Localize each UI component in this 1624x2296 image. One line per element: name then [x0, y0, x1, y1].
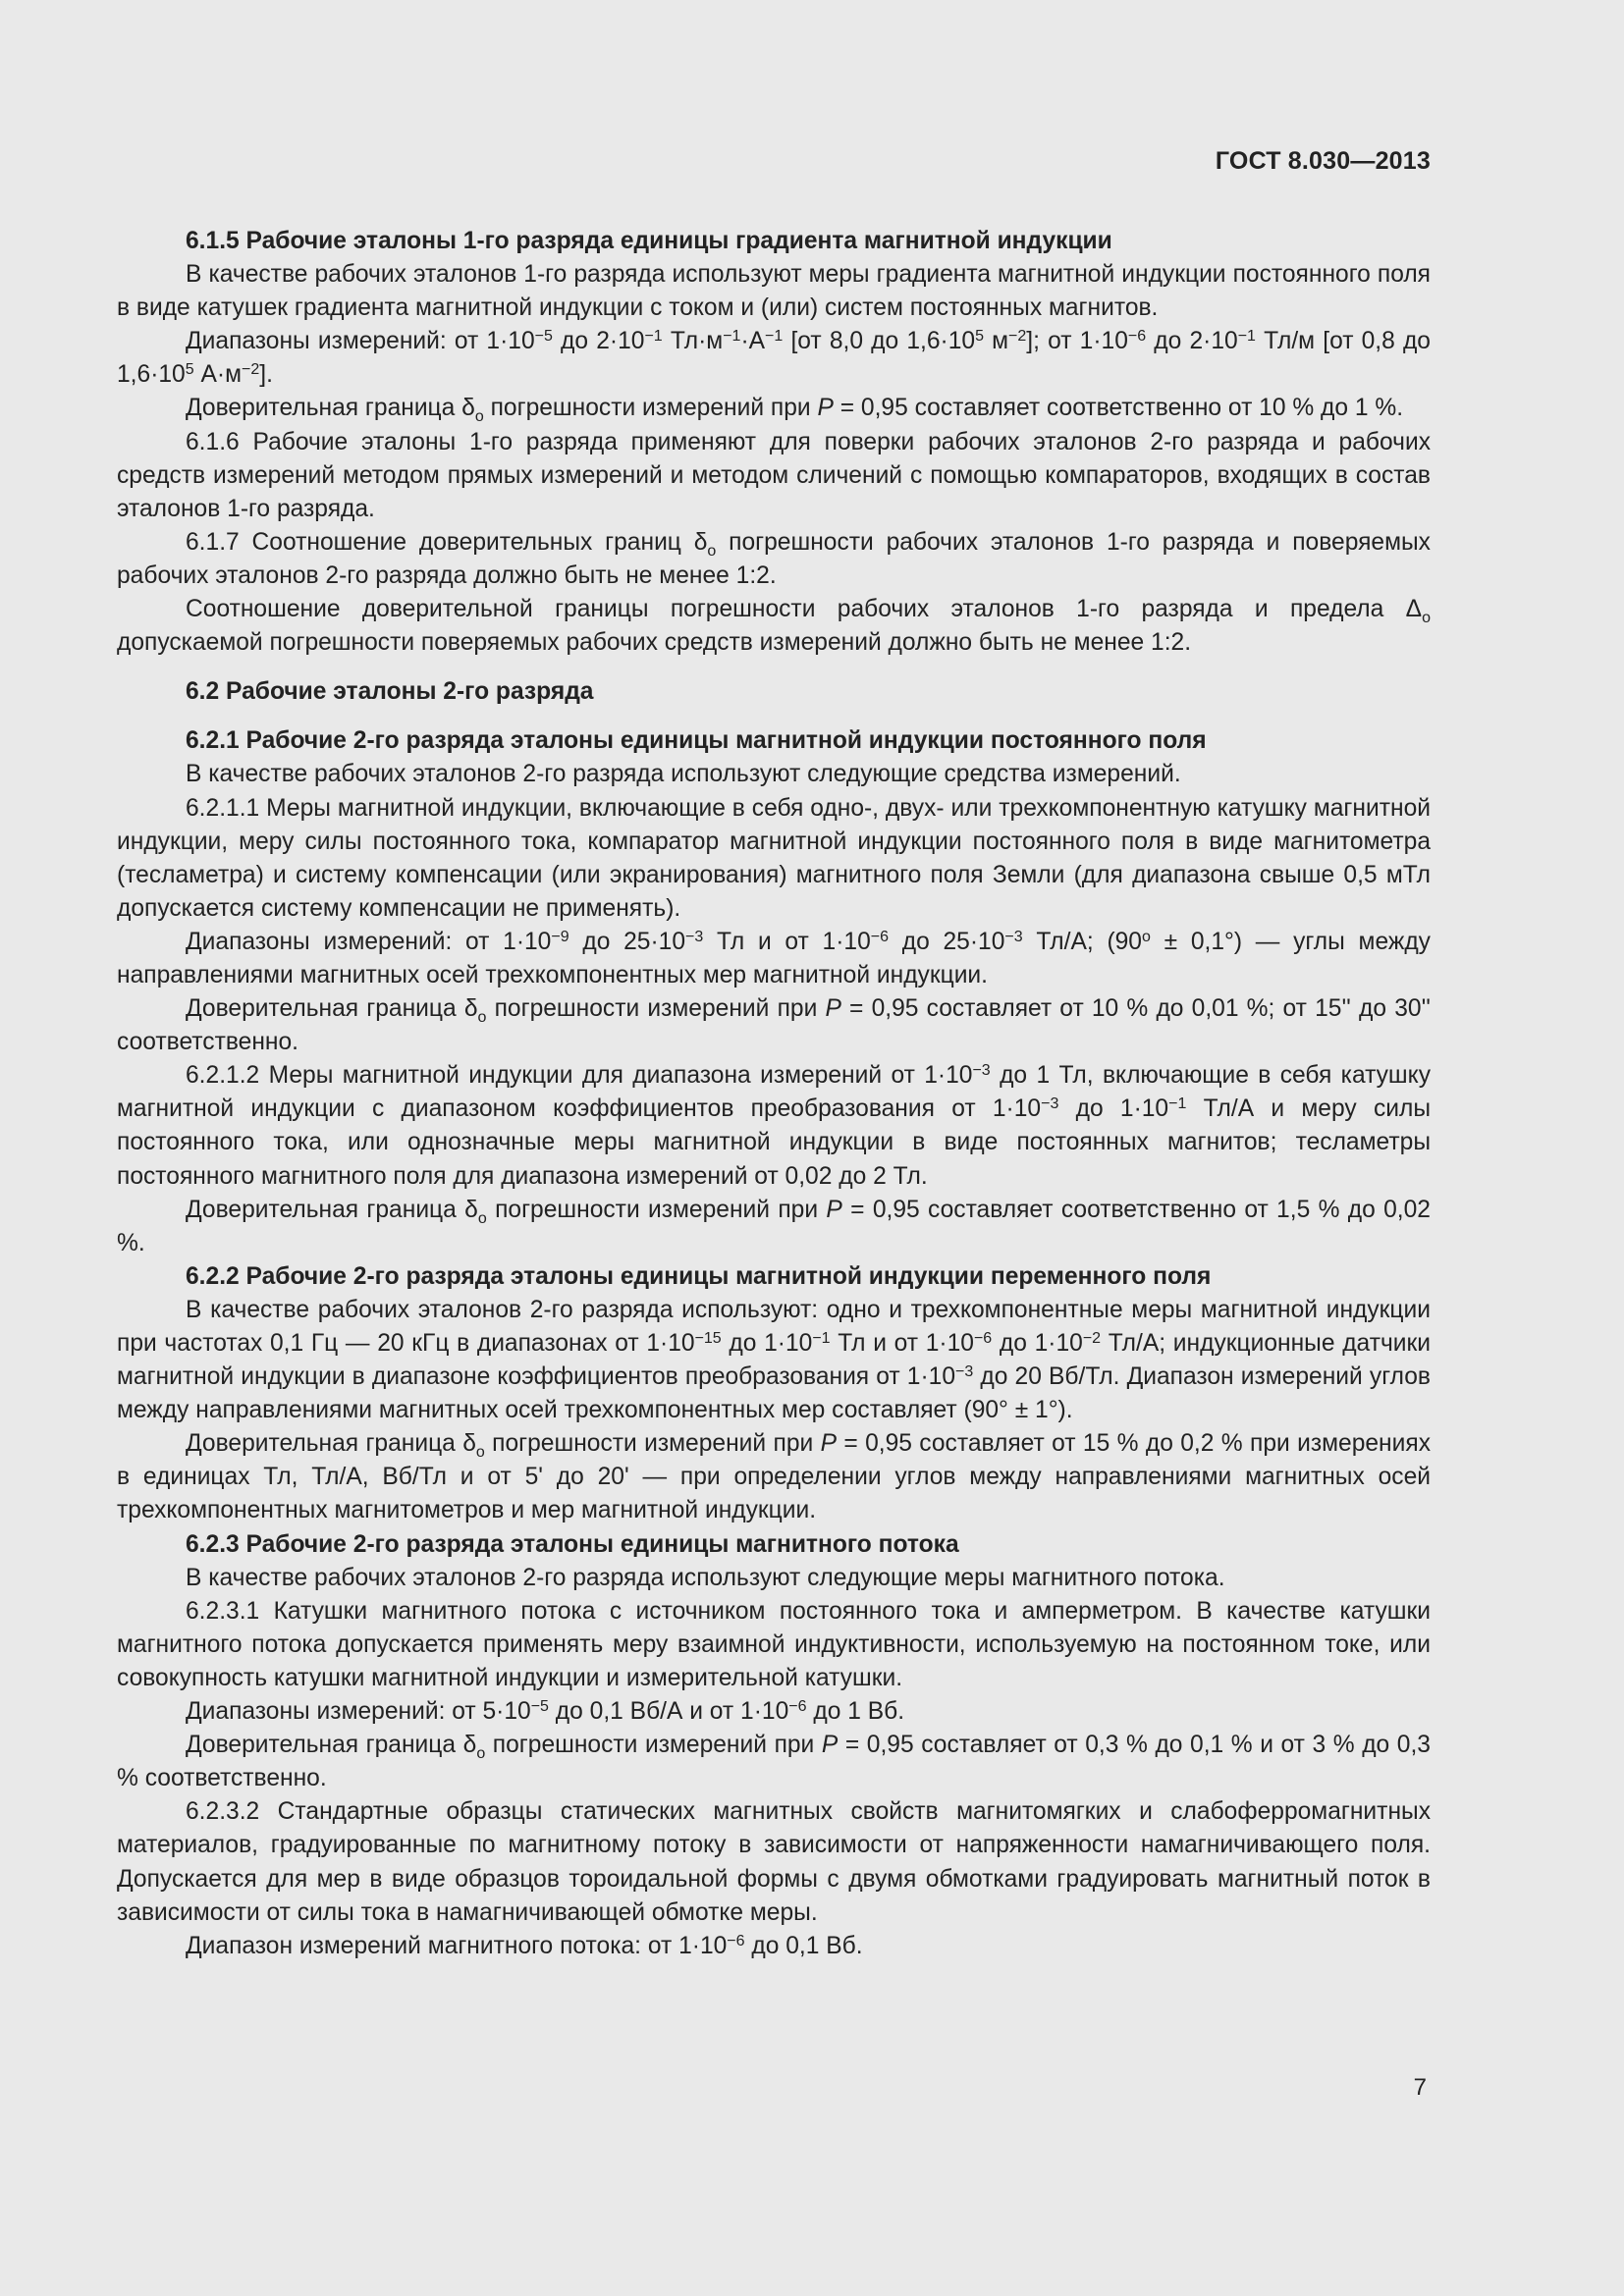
body-paragraph: Доверительная граница $\delta_o$ погрешности измерений при P = 0,95 составляет соответственно от 10 % до 1 %.: [186, 395, 1404, 426]
body-paragraph: В качестве рабочих эталонов 2-го разряда используют: одно и трехкомпонентные меры магнитной индукции при частотах 0,1 Гц — 20 кГц в диапазонах от $1\cdot 10^{-15}$ до $1\cdot 10^{-1}$ Тл и от $1\cdot 10^{-6}$ до $1\cdot 10^{-2}$ Тл/А; индукционные датчики магнитной индукции в диапазоне коэффициентов преобразования от $1\cdot 10^{-3}$ до 20 Вб/Тл. Диапазон измерений углов между направлениями магнитных осей трехкомпонентных мер составляет (90° ± 1°).: [117, 1296, 1432, 1424]
body-paragraph: 6.2.1.1 Меры магнитной индукции, включающие в себя одно-, двух- или трехкомпонентную катушку магнитной индукции, меру силы постоянного тока, компаратор магнитной индукции постоянного поля в виде магнитометра (тесламетра) и систему компенсации (или экранирования) магнитного поля Земли (для диапазона свыше 0,5 мТл допускается систему компенсации не применять).: [117, 794, 1431, 922]
section-heading: 6.2 Рабочие эталоны 2-го разряда: [186, 678, 594, 706]
body-paragraph: 6.2.1.2 Меры магнитной индукции для диапазона измерений от $1\cdot 10^{-3}$ до 1 Тл, включающие в себя катушку магнитной индукции с диапазоном коэффициентов преобразования от $1\cdot 10^{-3}$ до $1\cdot 10^{-1}$ Тл/А и меру силы постоянного тока, или однозначные меры магнитной индукции в виде постоянных магнитов; тесламетры постоянного магнитного поля для диапазона измерений от 0,02 до 2 Тл.: [117, 1062, 1432, 1190]
body-paragraph: Доверительная граница $\delta_o$ погрешности измерений при P = 0,95 составляет от 15 % до 0,2 % при измерениях в единицах Тл, Тл/А, Вб/Тл и от 5' до 20' — при определении углов между направлениями магнитных осей трехкомпонентных магнитометров и мер магнитной индукции.: [117, 1430, 1431, 1524]
section-heading: 6.2.3 Рабочие 2-го разряда эталоны единицы магнитного потока: [186, 1530, 959, 1558]
body-paragraph: Диапазоны измерений: от $1\cdot 10^{-5}$ до $2\cdot 10^{-1}$ $Тл\cdot м^{-1}\cdot А^{-1}$ [от 8,0 до $1,6\cdot 10^5$ $м^{-2}$]; от $1\cdot 10^{-6}$ до $2\cdot 10^{-1}$ Тл/м [от 0,8 до $1,6\cdot 10^5$ $А\cdot м^{-2}$].: [117, 328, 1431, 389]
document-body: [117, 225, 1431, 1963]
body-paragraph: 6.2.3.2 Стандартные образцы статических магнитных свойств магнитомягких и слабоферромагнитных материалов, градуированные по магнитному потоку в зависимости от напряженности намагничивающего поля. Допускается для мер в виде образцов тороидальной формы с двумя обмотками градуировать магнитный поток в зависимости от силы тока в намагничивающей обмотке меры.: [117, 1798, 1431, 1926]
body-paragraph: В качестве рабочих эталонов 1-го разряда используют меры градиента магнитной индукции постоянного поля в виде катушек градиента магнитной индукции с током и (или) систем постоянных магнитов.: [117, 261, 1431, 322]
section-heading: 6.2.1 Рабочие 2-го разряда эталоны единицы магнитной индукции постоянного поля: [186, 727, 1207, 755]
body-paragraph: В качестве рабочих эталонов 2-го разряда используют следующие средства измерений.: [186, 761, 1181, 788]
body-paragraph: Диапазоны измерений: от $5\cdot 10^{-5}$ до 0,1 Вб/А и от $1\cdot 10^{-6}$ до 1 Вб.: [186, 1698, 905, 1726]
body-paragraph: 6.1.7 Соотношение доверительных границ $\delta_o$ погрешности рабочих эталонов 1-го разряда и поверяемых рабочих эталонов 2-го разряда должно быть не менее 1:2.: [117, 528, 1431, 589]
body-paragraph: Соотношение доверительной границы погрешности рабочих эталонов 1-го разряда и предела $\Delta_o$ допускаемой погрешности поверяемых рабочих средств измерений должно быть не менее 1:2.: [117, 596, 1431, 657]
body-paragraph: Доверительная граница $\delta_o$ погрешности измерений при P = 0,95 составляет от 0,3 % до 0,1 % и от 3 % до 0,3 % соответственно.: [117, 1732, 1431, 1792]
body-paragraph: Доверительная граница $\delta_o$ погрешности измерений при P = 0,95 составляет соответственно от 1,5 % до 0,02 %.: [117, 1196, 1431, 1256]
body-paragraph: Диапазоны измерений: от $1\cdot 10^{-9}$ до $25\cdot 10^{-3}$ Тл и от $1\cdot 10^{-6}$ до $25\cdot 10^{-3}$ Тл/А; $(90^о \pm 0,1^\circ)$ — углы между направлениями магнитных осей трехкомпонентных мер магнитной индукции.: [117, 928, 1431, 988]
body-paragraph: Доверительная граница $\delta_o$ погрешности измерений при P = 0,95 составляет от 10 % до 0,01 %; от 15'' до 30'' соответственно.: [117, 995, 1431, 1056]
body-paragraph: В качестве рабочих эталонов 2-го разряда используют следующие меры магнитного потока.: [186, 1564, 1225, 1591]
body-paragraph: Диапазон измерений магнитного потока: от $1\cdot 10^{-6}$ до 0,1 Вб.: [186, 1932, 863, 1959]
section-heading: 6.2.2 Рабочие 2-го разряда эталоны единицы магнитной индукции переменного поля: [186, 1262, 1212, 1290]
body-paragraph: 6.2.3.1 Катушки магнитного потока с источником постоянного тока и амперметром. В качестве катушки магнитного потока допускается применять меру взаимной индуктивности, используемую на постоянном токе, или совокупность катушки магнитной индукции и измерительной катушки.: [117, 1597, 1431, 1691]
body-paragraph: 6.1.6 Рабочие эталоны 1-го разряда применяют для поверки рабочих эталонов 2-го разряда и рабочих средств измерений методом прямых измерений и методом сличений с помощью компараторов, входящих в состав эталонов 1-го разряда.: [117, 428, 1431, 522]
page-number: 7: [1413, 2074, 1427, 2101]
document-header: ГОСТ 8.030—2013: [1215, 147, 1431, 175]
section-heading: 6.1.5 Рабочие эталоны 1-го разряда единицы градиента магнитной индукции: [186, 228, 1112, 254]
